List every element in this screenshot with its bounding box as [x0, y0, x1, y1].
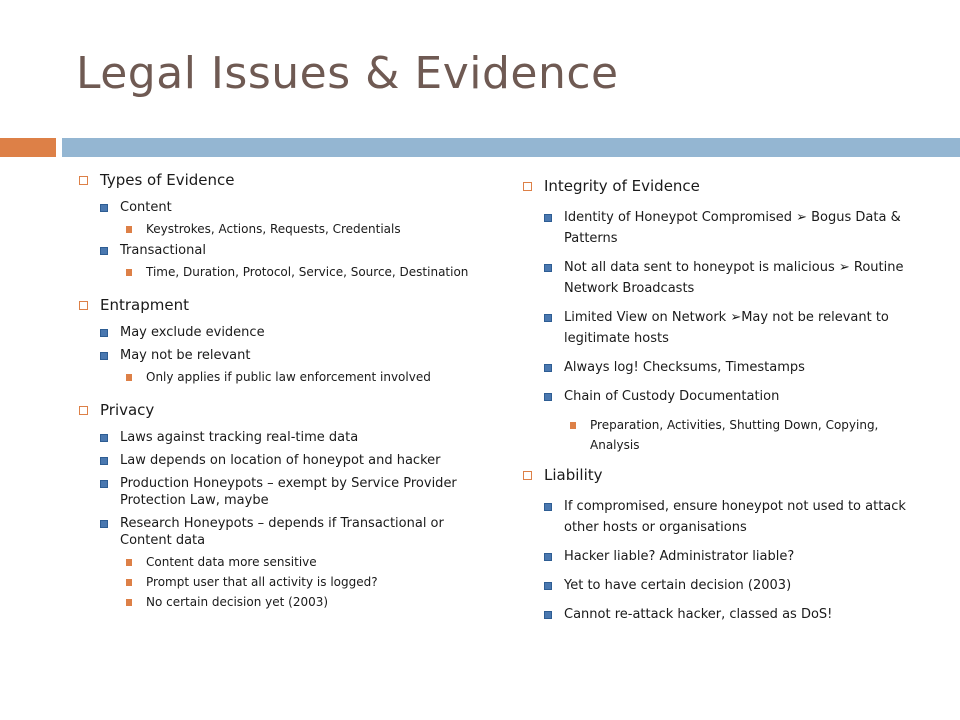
bullet-integrity-of-evidence: Integrity of Evidence — [520, 176, 930, 197]
bullet-liability-item: Hacker liable? Administrator liable? — [520, 546, 930, 567]
bullet-integrity-item: Limited View on Network ➢May not be relevant to legitimate hosts — [520, 307, 930, 349]
bullet-content: Content — [76, 199, 476, 216]
bullet-liability-item: Yet to have certain decision (2003) — [520, 575, 930, 596]
bullet-transactional-detail: Time, Duration, Protocol, Service, Source, Destination — [76, 265, 476, 280]
bullet-entrapment: Entrapment — [76, 295, 476, 316]
bullet-integrity-detail: Preparation, Activities, Shutting Down, Copying, Analysis — [520, 415, 930, 455]
bullet-types-of-evidence: Types of Evidence — [76, 170, 476, 191]
bullet-privacy-item: Laws against tracking real-time data — [76, 429, 476, 446]
bullet-privacy-item: Production Honeypots – exempt by Service Provider Protection Law, maybe — [76, 475, 476, 509]
accent-bar-blue — [62, 138, 960, 157]
bullet-transactional: Transactional — [76, 242, 476, 259]
bullet-content-detail: Keystrokes, Actions, Requests, Credentials — [76, 222, 476, 237]
bullet-privacy-detail: Prompt user that all activity is logged? — [76, 575, 476, 590]
bullet-entrapment-item: May not be relevant — [76, 347, 476, 364]
bullet-integrity-item: Chain of Custody Documentation — [520, 386, 930, 407]
bullet-entrapment-item: May exclude evidence — [76, 324, 476, 341]
bullet-liability: Liability — [520, 465, 930, 486]
bullet-privacy-detail: Content data more sensitive — [76, 555, 476, 570]
bullet-integrity-item: Identity of Honeypot Compromised ➢ Bogus Data & Patterns — [520, 207, 930, 249]
bullet-privacy: Privacy — [76, 400, 476, 421]
bullet-integrity-item: Not all data sent to honeypot is malicious ➢ Routine Network Broadcasts — [520, 257, 930, 299]
bullet-liability-item: Cannot re-attack hacker, classed as DoS! — [520, 604, 930, 625]
bullet-privacy-item: Research Honeypots – depends if Transactional or Content data — [76, 515, 476, 549]
bullet-liability-item: If compromised, ensure honeypot not used to attack other hosts or organisations — [520, 496, 930, 538]
right-column — [520, 176, 930, 633]
bullet-integrity-item: Always log! Checksums, Timestamps — [520, 357, 930, 378]
slide-title: Legal Issues & Evidence — [76, 48, 619, 99]
bullet-privacy-detail: No certain decision yet (2003) — [76, 595, 476, 610]
bullet-privacy-item: Law depends on location of honeypot and hacker — [76, 452, 476, 469]
accent-bar-orange — [0, 138, 56, 157]
bullet-entrapment-detail: Only applies if public law enforcement involved — [76, 370, 476, 385]
left-column — [76, 170, 476, 615]
